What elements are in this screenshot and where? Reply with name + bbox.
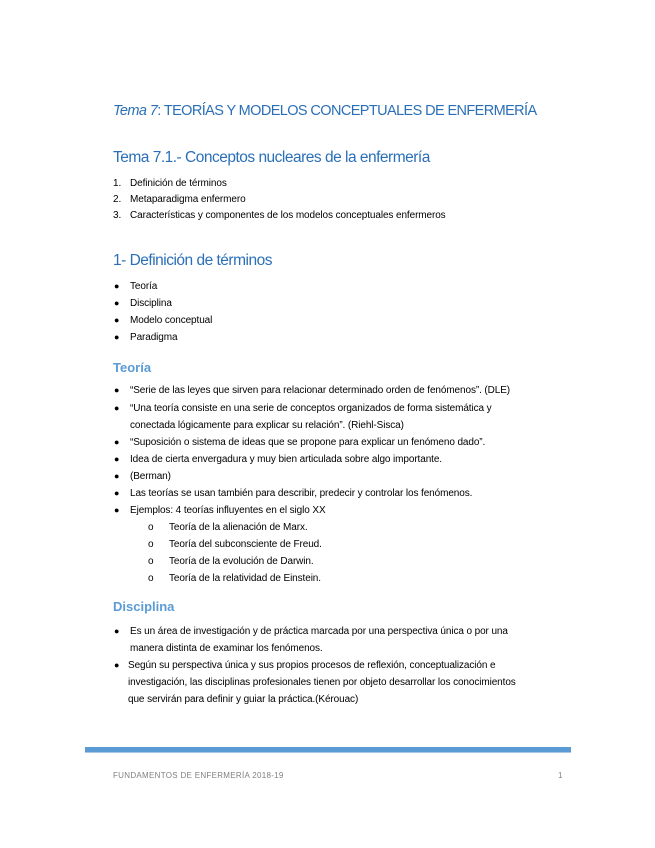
disciplina-item-cont: investigación, las disciplinas profesionales tienen por objeto desarrollar los conocimientos (128, 677, 516, 688)
bullet-icon: ● (114, 281, 120, 291)
bullet-icon: ● (114, 505, 120, 515)
toc-num: 2. (113, 194, 122, 205)
teoria-item: “Suposición o sistema de ideas que se propone para explicar un fenómeno dado”. (130, 437, 486, 448)
bullet-icon: ● (114, 626, 120, 636)
bullet-icon: ● (114, 437, 120, 447)
toc-num: 3. (113, 210, 122, 221)
footer-text: FUNDAMENTOS DE ENFERMERÍA 2018-19 (113, 771, 284, 780)
teoria-item: Las teorías se usan también para describir, predecir y controlar los fenómenos. (130, 488, 473, 499)
term-item: Paradigma (130, 332, 178, 343)
example-item: Teoría de la relatividad de Einstein. (169, 573, 321, 584)
circle-bullet-icon: o (148, 522, 154, 533)
teoria-item: “Una teoría consiste en una serie de conceptos organizados de forma sistemática y (130, 403, 492, 414)
disciplina-item-cont: manera distinta de examinar los fenómenos. (130, 643, 323, 654)
title-rest: : TEORÍAS Y MODELOS CONCEPTUALES DE ENFERMERÍA (157, 103, 537, 119)
disciplina-item: Según su perspectiva única y sus propios procesos de reflexión, conceptualización e (128, 660, 496, 671)
teoria-item: Ejemplos: 4 teorías influyentes en el siglo XX (130, 505, 326, 516)
disciplina-item: Es un área de investigación y de práctica marcada por una perspectiva única o por una (130, 626, 508, 637)
teoria-heading: Teoría (113, 360, 152, 375)
bullet-icon: ● (114, 332, 120, 342)
title-italic: Tema 7 (113, 103, 158, 119)
teoria-item: (Berman) (130, 471, 171, 482)
circle-bullet-icon: o (148, 539, 154, 550)
example-item: Teoría del subconsciente de Freud. (169, 539, 322, 550)
term-item: Modelo conceptual (130, 315, 213, 326)
toc-item: Definición de términos (130, 178, 227, 189)
toc-item: Características y componentes de los modelos conceptuales enfermeros (130, 210, 446, 221)
definitions-heading: 1- Definición de términos (113, 252, 272, 269)
bullet-icon: ● (114, 660, 120, 670)
bullet-icon: ● (114, 403, 120, 413)
example-item: Teoría de la evolución de Darwin. (169, 556, 314, 567)
section-heading: Tema 7.1.- Conceptos nucleares de la enfermería (113, 149, 430, 166)
bullet-icon: ● (114, 385, 120, 395)
circle-bullet-icon: o (148, 556, 154, 567)
teoria-item: “Serie de las leyes que sirven para relacionar determinado orden de fenómenos”. (DLE) (130, 385, 511, 396)
bullet-icon: ● (114, 471, 120, 481)
disciplina-heading: Disciplina (113, 599, 175, 614)
page-number: 1 (558, 771, 563, 780)
toc-num: 1. (113, 178, 122, 189)
example-item: Teoría de la alienación de Marx. (169, 522, 308, 533)
circle-bullet-icon: o (148, 573, 154, 584)
term-item: Teoría (130, 281, 158, 292)
footer-rule-shadow (85, 752, 571, 753)
bullet-icon: ● (114, 315, 120, 325)
term-item: Disciplina (130, 298, 172, 309)
teoria-item-cont: conectada lógicamente para explicar su relación”. (Riehl-Sisca) (130, 420, 404, 431)
bullet-icon: ● (114, 298, 120, 308)
toc-item: Metaparadigma enfermero (130, 194, 246, 205)
teoria-item: Idea de cierta envergadura y muy bien articulada sobre algo importante. (130, 454, 442, 465)
bullet-icon: ● (114, 488, 120, 498)
disciplina-item-cont: que servirán para definir y guiar la práctica.(Kérouac) (128, 694, 359, 705)
bullet-icon: ● (114, 454, 120, 464)
document-title (113, 103, 537, 119)
